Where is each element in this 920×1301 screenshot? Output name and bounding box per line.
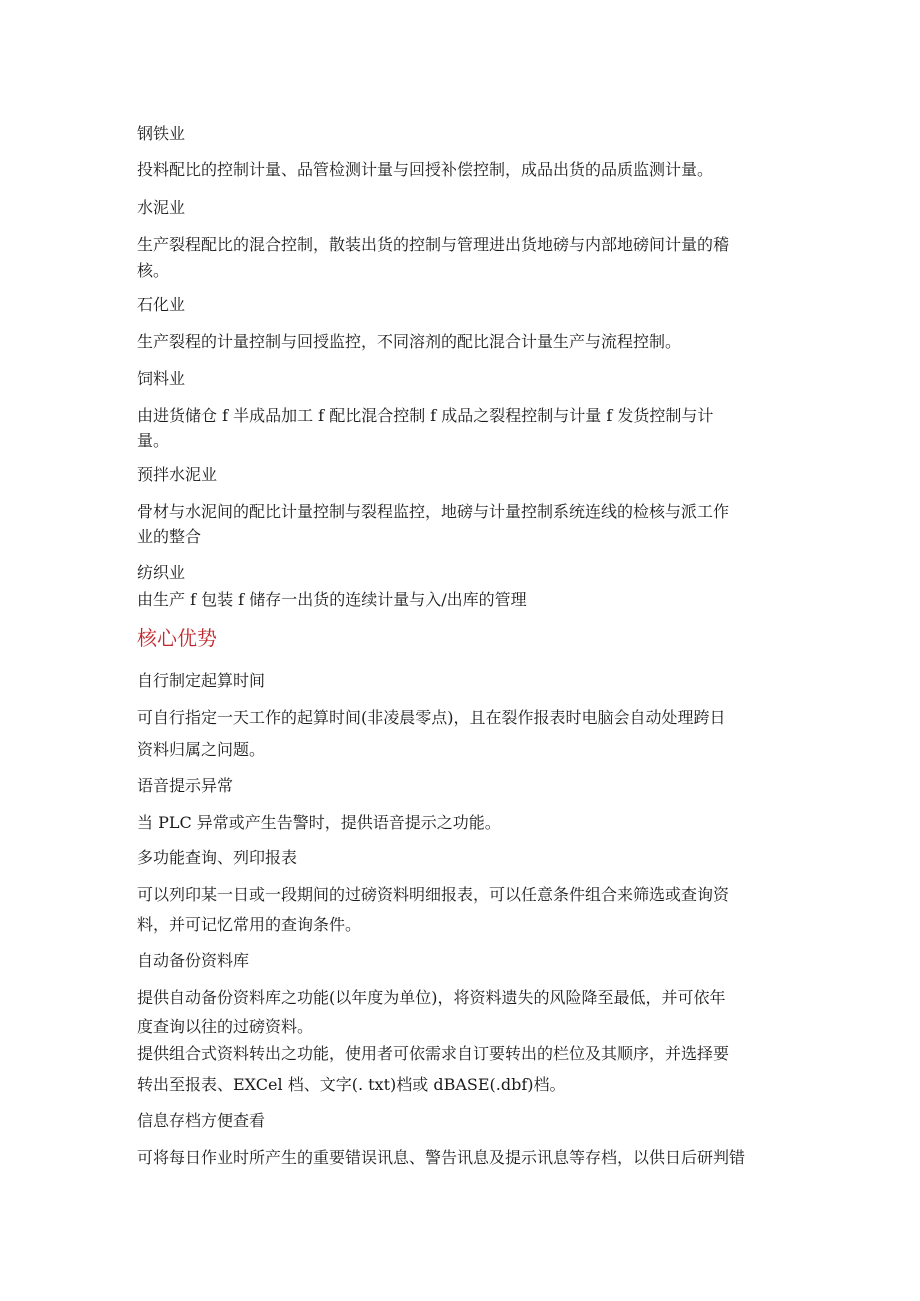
advantage-desc-log-archive: 可将每日作业时所产生的重要错误讯息、警告讯息及提示讯息等存档，以供日后研判错 bbox=[137, 1148, 746, 1167]
industry-name-ready-mix: 预拌水泥业 bbox=[137, 465, 218, 484]
advantage-title-auto-backup: 自动备份资料库 bbox=[137, 951, 250, 970]
advantage-desc-query-print-line1: 可以列印某一日或一段期间的过磅资料明细报表，可以任意条件组合来筛选或查询资 bbox=[137, 885, 730, 904]
advantage-title-log-archive: 信息存档方便查看 bbox=[137, 1111, 266, 1130]
advantage-desc-auto-backup-line2: 度查询以往的过磅资料。 bbox=[137, 1017, 314, 1036]
advantage-desc-voice-alert: 当 PLC 异常或产生告警时，提供语音提示之功能。 bbox=[137, 813, 501, 832]
advantage-desc-auto-backup-line3: 提供组合式资料转出之功能，使用者可依需求自订要转出的栏位及其顺序，并选择要 bbox=[137, 1044, 730, 1063]
industry-desc-feed-line1: 由进货储仓 f 半成品加工 f 配比混合控制 f 成品之裂程控制与计量 f 发货控制与计 bbox=[137, 406, 714, 425]
industry-name-steel: 钢铁业 bbox=[137, 124, 186, 143]
industry-desc-cement-line2: 核。 bbox=[137, 261, 170, 280]
industry-name-cement: 水泥业 bbox=[137, 198, 186, 217]
advantage-title-voice-alert: 语音提示异常 bbox=[137, 776, 234, 795]
industry-desc-feed-line2: 量。 bbox=[137, 431, 170, 450]
advantage-title-query-print: 多功能查询、列印报表 bbox=[137, 848, 298, 867]
industry-desc-cement-line1: 生产裂程配比的混合控制，散装出货的控制与管理进出货地磅与内部地磅间计量的稽 bbox=[137, 235, 730, 254]
industry-desc-ready-mix-line2: 业的整合 bbox=[137, 527, 202, 546]
industry-desc-textile: 由生产 f 包装 f 储存一出货的连续计量与入/出库的管理 bbox=[137, 590, 527, 609]
industry-name-textile: 纺织业 bbox=[137, 563, 186, 582]
industry-desc-steel: 投料配比的控制计量、品管检测计量与回授补偿控制，成品出货的品质监测计量。 bbox=[137, 160, 714, 179]
industry-desc-petrochem: 生产裂程的计量控制与回授监控，不同溶剂的配比混合计量生产与流程控制。 bbox=[137, 332, 682, 351]
advantage-desc-start-time-line1: 可自行指定一天工作的起算时间(非凌晨零点)，且在裂作报表时电脑会自动处理跨日 bbox=[137, 708, 726, 727]
advantage-desc-auto-backup-line4: 转出至报表、EXCel 档、文字(. txt)档或 dBASE(.dbf)档。 bbox=[137, 1075, 566, 1094]
industry-desc-ready-mix-line1: 骨材与水泥间的配比计量控制与裂程监控，地磅与计量控制系统连线的检核与派工作 bbox=[137, 502, 730, 521]
advantage-desc-query-print-line2: 料，并可记忆常用的查询条件。 bbox=[137, 915, 362, 934]
advantage-desc-auto-backup-line1: 提供自动备份资料库之功能(以年度为单位)，将资料遗失的风险降至最低，并可依年 bbox=[137, 988, 726, 1007]
industry-name-feed: 饲料业 bbox=[137, 369, 186, 388]
industry-name-petrochem: 石化业 bbox=[137, 295, 186, 314]
section-heading-advantages: 核心优势 bbox=[137, 626, 217, 650]
advantage-desc-start-time-line2: 资料归属之问题。 bbox=[137, 740, 266, 759]
advantage-title-start-time: 自行制定起算时间 bbox=[137, 671, 266, 690]
